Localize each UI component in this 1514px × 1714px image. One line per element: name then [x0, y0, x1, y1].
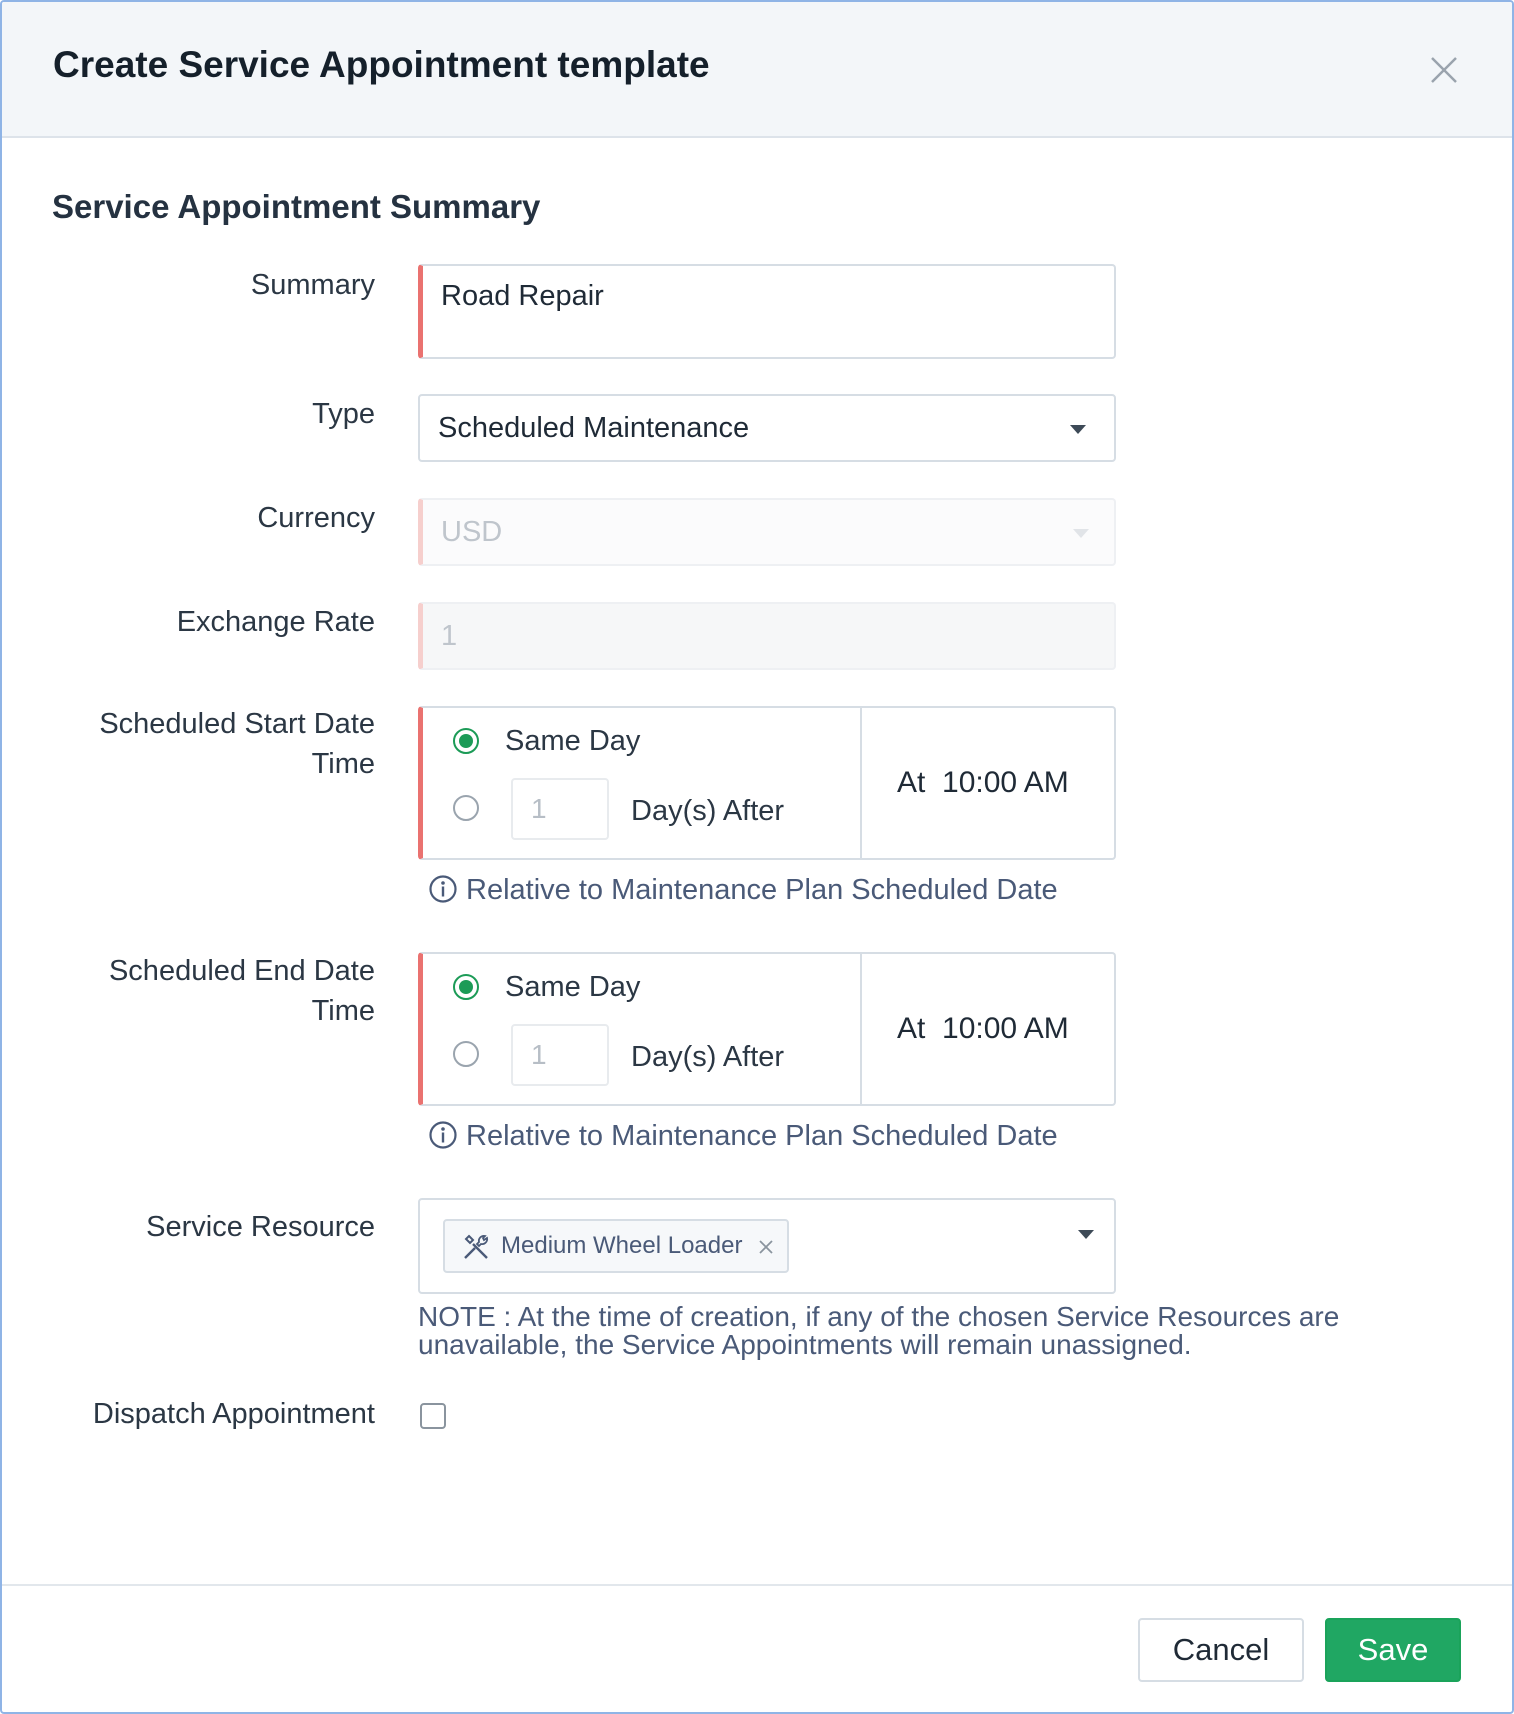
chevron-down-icon: [1070, 425, 1086, 434]
info-icon: [428, 1120, 458, 1150]
end-days-input[interactable]: 1: [511, 1024, 609, 1086]
start-hint: [428, 874, 1058, 907]
info-icon: [428, 874, 458, 904]
note-line-1: NOTE : At the time of creation, if any of the chosen Service Resources are: [418, 1301, 1340, 1332]
type-value: Scheduled Maintenance: [438, 412, 750, 444]
end-same-day-radio[interactable]: [453, 974, 479, 1000]
dialog-title: Create Service Appointment template: [53, 44, 710, 85]
start-datetime-group: [418, 706, 1116, 860]
service-resource-select[interactable]: [418, 1198, 1116, 1294]
end-label-line1: Scheduled End Date: [108, 955, 375, 987]
dialog-header: [2, 2, 1512, 138]
start-time[interactable]: [897, 766, 1069, 800]
chevron-down-icon: [1073, 529, 1089, 538]
cancel-button[interactable]: Cancel: [1138, 1618, 1304, 1682]
type-label: Type: [312, 398, 375, 430]
end-at-label: At: [897, 1012, 926, 1045]
end-same-day-label: Same Day: [505, 971, 641, 1003]
currency-label: Currency: [257, 502, 375, 534]
summary-input[interactable]: [418, 264, 1116, 359]
summary-label: Summary: [250, 269, 375, 301]
start-same-day-radio[interactable]: [453, 728, 479, 754]
start-label-line2: Time: [311, 748, 375, 780]
summary-value: Road Repair: [441, 280, 604, 312]
end-datetime-group: [418, 952, 1116, 1106]
end-days-after-radio[interactable]: [453, 1041, 479, 1067]
remove-chip-icon[interactable]: [759, 1240, 773, 1254]
end-label-line2: Time: [311, 995, 375, 1027]
section-title: Service Appointment Summary: [52, 188, 541, 225]
currency-select: [418, 498, 1116, 566]
save-button[interactable]: Save: [1325, 1618, 1461, 1682]
end-hint: [428, 1120, 1058, 1153]
divider: [860, 708, 862, 858]
end-days-after-label: Day(s) After: [631, 1041, 785, 1073]
close-icon[interactable]: [1426, 52, 1462, 88]
start-days-input[interactable]: 1: [511, 778, 609, 840]
start-time-value: 10:00 AM: [942, 766, 1069, 799]
dispatch-checkbox[interactable]: [420, 1403, 446, 1429]
chevron-down-icon[interactable]: [1078, 1230, 1094, 1239]
exchange-rate-value: 1: [441, 620, 458, 652]
end-time-value: 10:00 AM: [942, 1012, 1069, 1045]
start-same-day-label: Same Day: [505, 725, 641, 757]
currency-value: USD: [441, 516, 503, 548]
type-select[interactable]: [418, 394, 1116, 462]
service-resource-label: Service Resource: [146, 1211, 375, 1243]
end-hint-text: Relative to Maintenance Plan Scheduled Date: [466, 1120, 1058, 1152]
resource-chip-label: Medium Wheel Loader: [501, 1232, 743, 1259]
start-days-after-label: Day(s) After: [631, 795, 785, 827]
exchange-rate-input: [418, 602, 1116, 670]
start-label-line1: Scheduled Start Date: [99, 708, 375, 740]
end-time[interactable]: [897, 1012, 1069, 1046]
start-hint-text: Relative to Maintenance Plan Scheduled Date: [466, 874, 1058, 906]
exchange-rate-label: Exchange Rate: [176, 606, 375, 638]
resource-chip: [443, 1219, 789, 1273]
start-at-label: At: [897, 766, 926, 799]
note-line-2: unavailable, the Service Appointments will remain unassigned.: [418, 1329, 1192, 1360]
start-days-after-radio[interactable]: [453, 795, 479, 821]
divider: [860, 954, 862, 1104]
service-resource-note: [418, 1303, 1418, 1359]
tools-icon: [461, 1232, 491, 1262]
dispatch-label: Dispatch Appointment: [92, 1398, 375, 1430]
footer-divider: [2, 1584, 1512, 1586]
